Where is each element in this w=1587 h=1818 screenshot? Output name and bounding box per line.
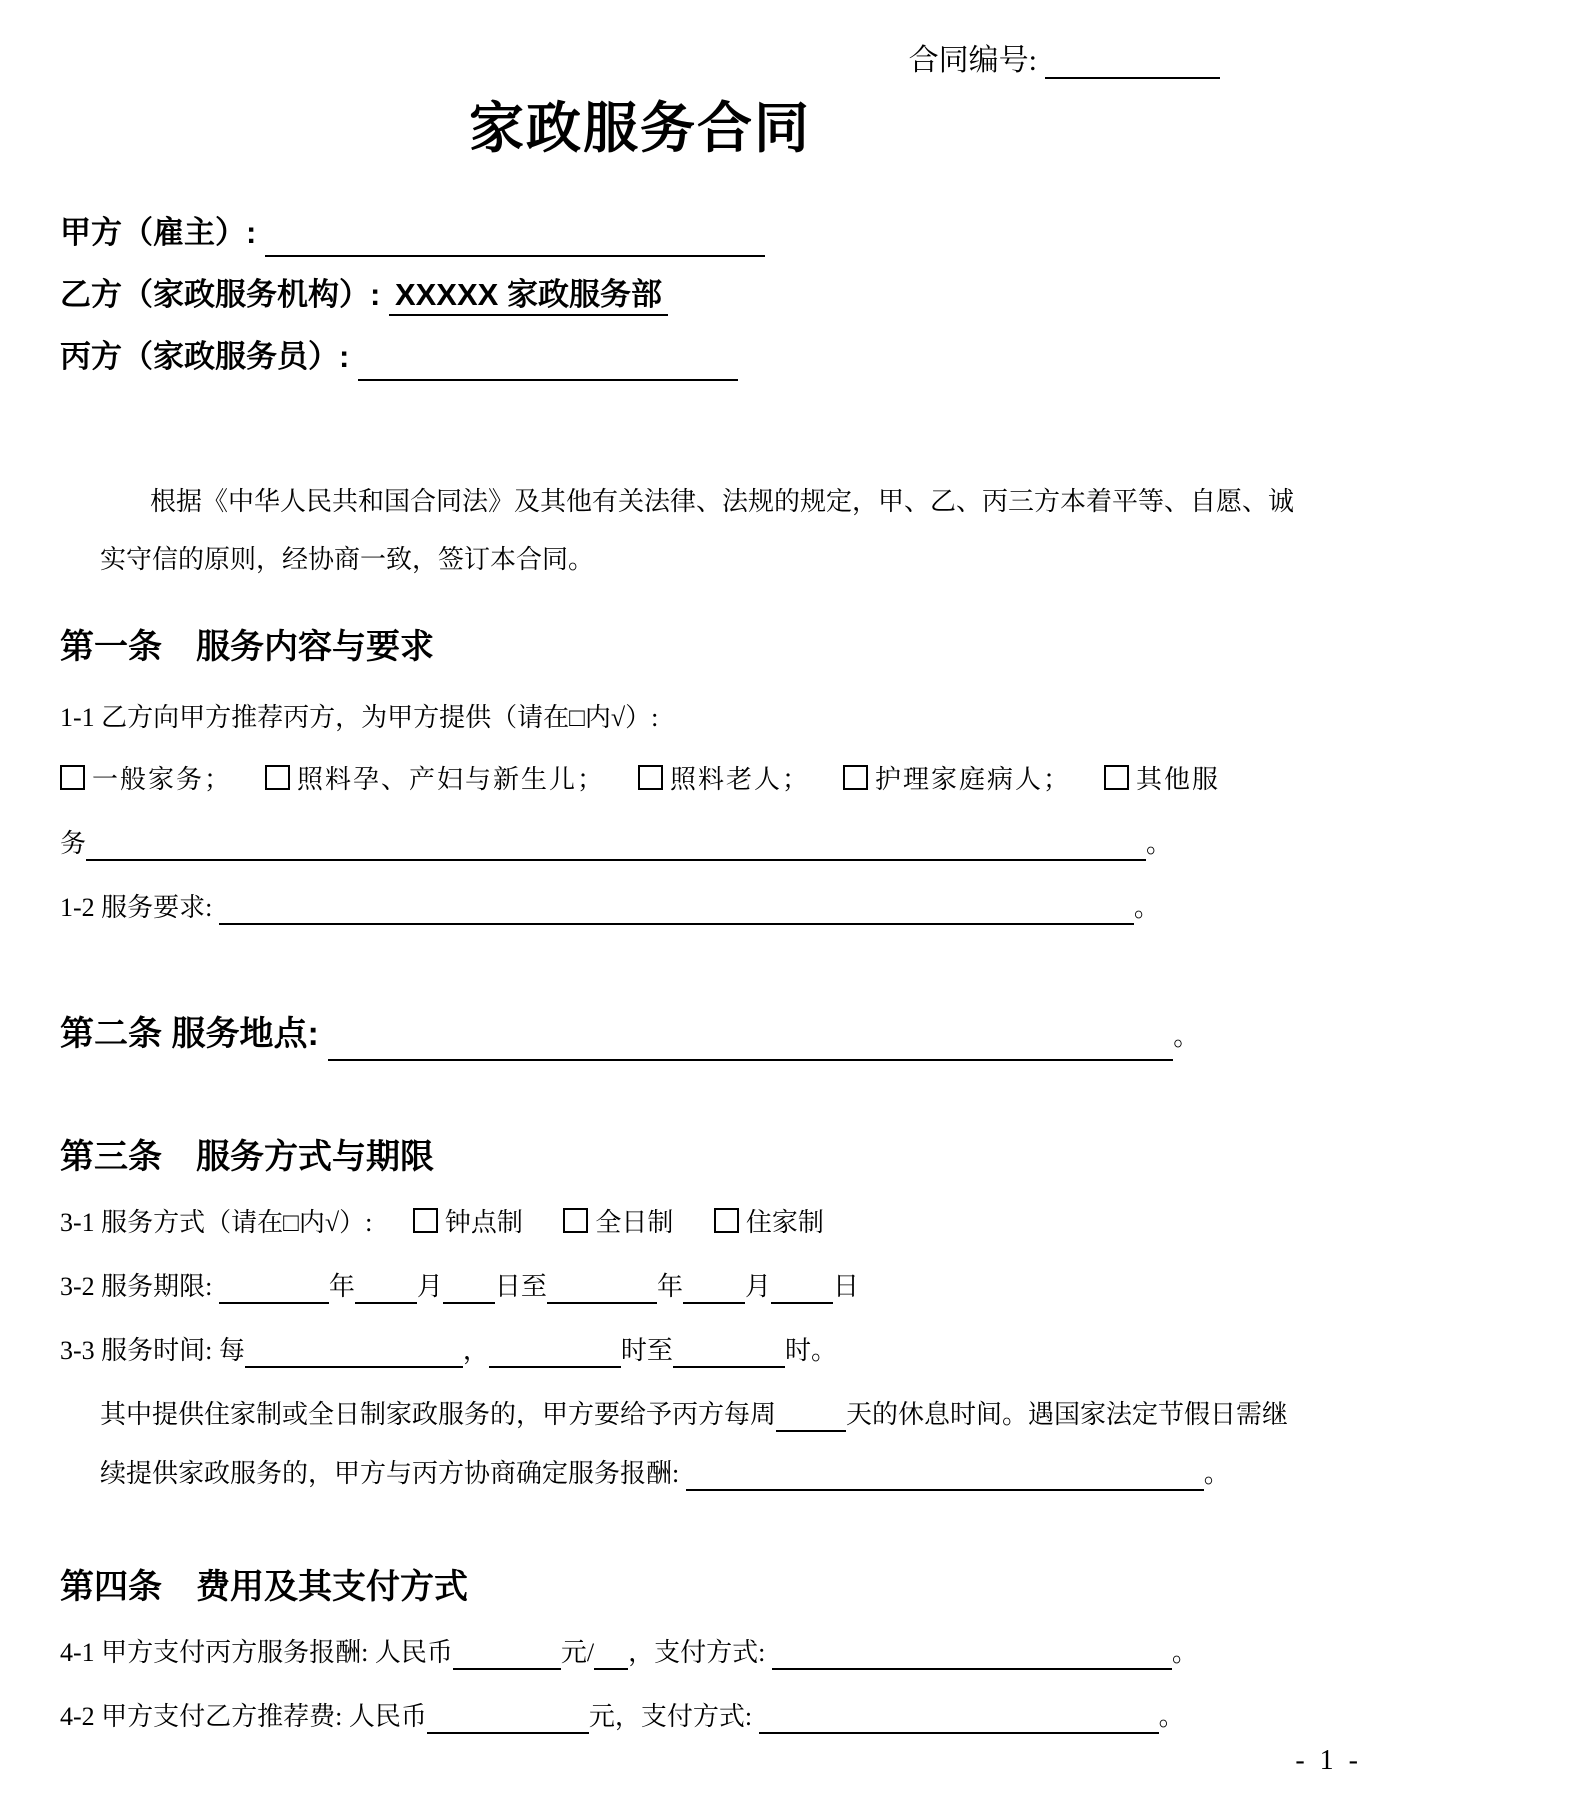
option-label: 其他服: [1135, 765, 1220, 794]
option-elderly-care: [638, 763, 810, 797]
contract-number-row: [60, 35, 1220, 79]
intro-line-2: 实守信的原则，经协商一致，签订本合同。: [100, 545, 595, 574]
party-a-row: [60, 209, 1220, 257]
yuan-per-label: 元/: [560, 1638, 595, 1667]
clause-1-2-label: 1-2 服务要求:: [60, 893, 213, 922]
clause-3-2-label: 3-2 服务期限:: [60, 1272, 213, 1301]
party-b-value: XXXXX 家政服务部: [389, 277, 668, 316]
term-end-day-blank[interactable]: [771, 1272, 833, 1304]
fullstop: 。: [1203, 1459, 1230, 1488]
payment-method-blank-2[interactable]: [759, 1702, 1159, 1734]
every-label: 每: [218, 1336, 245, 1365]
option-label: 一般家务；: [92, 765, 233, 794]
clause-1-1: 1-1 乙方向甲方推荐丙方，为甲方提供（请在□内√）:: [60, 703, 659, 732]
checkbox-mode-hourly[interactable]: [413, 1208, 438, 1233]
checkbox-patient-care[interactable]: [843, 765, 868, 790]
holiday-pay-text: 续提供家政服务的，甲方与丙方协商确定服务报酬:: [100, 1459, 680, 1488]
payment-method-label: ，支付方式:: [628, 1638, 766, 1667]
clause-4-1: [60, 1636, 1220, 1670]
section-3-heading: 第三条 服务方式与期限: [60, 1138, 434, 1176]
party-a-label: 甲方（雇主）:: [60, 215, 257, 250]
rest-days-note-line-1: [60, 1398, 1289, 1432]
option-label: 护理家庭病人；: [874, 765, 1071, 794]
rest-days-note-line-2: [60, 1457, 1230, 1491]
checkbox-maternity-newborn-care[interactable]: [265, 765, 290, 790]
salary-amount-blank[interactable]: [453, 1638, 561, 1670]
hour-end-label: 时。: [784, 1336, 837, 1365]
checkbox-elderly-care[interactable]: [638, 765, 663, 790]
option-maternity-newborn-care: [265, 763, 605, 797]
time-end-blank[interactable]: [673, 1336, 785, 1368]
rmb-label: 人民币: [374, 1638, 453, 1667]
term-start-day-blank[interactable]: [443, 1272, 495, 1304]
year-label: 年: [656, 1272, 683, 1301]
option-label: 照料孕、产妇与新生儿；: [296, 765, 605, 794]
mode-fulltime: [563, 1208, 680, 1237]
party-c-blank[interactable]: [358, 343, 738, 381]
service-weekday-blank[interactable]: [245, 1336, 463, 1368]
service-location-blank[interactable]: [328, 1020, 1173, 1061]
rest-days-text-a: 其中提供住家制或全日制家政服务的，甲方要给予丙方每周: [100, 1400, 777, 1429]
yuan-payment-label: 元，支付方式:: [588, 1702, 753, 1731]
intro-paragraph: [60, 473, 1295, 589]
payment-method-blank-1[interactable]: [772, 1638, 1172, 1670]
clause-3-2: [60, 1270, 1220, 1304]
day-to-label: 日至: [494, 1272, 547, 1301]
option-label: 照料老人；: [669, 765, 810, 794]
rest-days-blank[interactable]: [776, 1400, 846, 1432]
hour-to-label: 时至: [620, 1336, 673, 1365]
term-start-year-blank[interactable]: [219, 1272, 329, 1304]
other-service-continuation: [60, 827, 1220, 861]
service-requirement-blank[interactable]: [219, 893, 1134, 925]
mode-livein: [714, 1208, 824, 1237]
party-b-row: [60, 271, 1220, 319]
option-general-housework: [60, 763, 232, 797]
clause-4-1-label: 4-1 甲方支付丙方服务报酬:: [60, 1638, 369, 1667]
holiday-pay-blank[interactable]: [686, 1459, 1204, 1491]
service-options-row: [60, 763, 1220, 797]
clause-3-1-label: 3-1 服务方式（请在□内√）:: [60, 1208, 373, 1237]
intro-line-1: 根据《中华人民共和国合同法》及其他有关法律、法规的规定，甲、乙、丙三方本着平等、自愿、诚: [150, 487, 1295, 516]
clause-3-3-label: 3-3 服务时间:: [60, 1336, 213, 1365]
contract-number-label: 合同编号:: [908, 44, 1037, 77]
section-2-heading: 第二条 服务地点:: [60, 1015, 319, 1053]
fullstop: 。: [1173, 1022, 1200, 1051]
party-c-label: 丙方（家政服务员）:: [60, 339, 350, 374]
mode-label: 钟点制: [444, 1208, 523, 1237]
page-number: - 1 -: [1295, 1745, 1362, 1776]
term-end-year-blank[interactable]: [547, 1272, 657, 1304]
clause-4-2: [60, 1700, 1220, 1734]
other-service-blank[interactable]: [86, 829, 1146, 861]
clause-3-1: [60, 1206, 1220, 1240]
mode-label: 全日制: [595, 1208, 674, 1237]
clause-1-2: [60, 891, 1220, 925]
day-label: 日: [832, 1272, 859, 1301]
referral-fee-blank[interactable]: [427, 1702, 589, 1734]
contract-number-blank[interactable]: [1045, 43, 1220, 80]
option-other-service: [1104, 763, 1220, 797]
rest-days-text-b: 天的休息时间。遇国家法定节假日需继: [846, 1400, 1289, 1429]
checkbox-mode-fulltime[interactable]: [563, 1208, 588, 1233]
other-service-wrap-char: 务: [60, 829, 87, 858]
party-b-label: 乙方（家政服务机构）:: [60, 277, 381, 312]
fullstop: 。: [1146, 829, 1173, 858]
comma: ，: [462, 1336, 489, 1365]
mode-hourly: [413, 1208, 530, 1237]
year-label: 年: [328, 1272, 355, 1301]
checkbox-general-housework[interactable]: [60, 765, 85, 790]
section-2-heading-row: [60, 1010, 1220, 1061]
fullstop: 。: [1133, 893, 1160, 922]
salary-unit-blank[interactable]: [594, 1638, 628, 1670]
term-start-month-blank[interactable]: [355, 1272, 417, 1304]
month-label: 月: [744, 1272, 771, 1301]
fullstop: 。: [1158, 1702, 1185, 1731]
party-c-row: [60, 333, 1220, 381]
term-end-month-blank[interactable]: [683, 1272, 745, 1304]
time-start-blank[interactable]: [489, 1336, 621, 1368]
option-patient-care: [843, 763, 1071, 797]
checkbox-other-service[interactable]: [1104, 765, 1129, 790]
clause-4-2-label: 4-2 甲方支付乙方推荐费:: [60, 1702, 343, 1731]
month-label: 月: [416, 1272, 443, 1301]
mode-label: 住家制: [745, 1208, 824, 1237]
fullstop: 。: [1171, 1638, 1198, 1667]
rmb-label: 人民币: [348, 1702, 427, 1731]
section-1-heading: 第一条 服务内容与要求: [60, 628, 434, 666]
section-4-heading: 第四条 费用及其支付方式: [60, 1568, 468, 1606]
party-a-blank[interactable]: [265, 219, 765, 257]
page-title: 家政服务合同: [468, 97, 811, 159]
checkbox-mode-livein[interactable]: [714, 1208, 739, 1233]
clause-3-3: [60, 1334, 1220, 1368]
